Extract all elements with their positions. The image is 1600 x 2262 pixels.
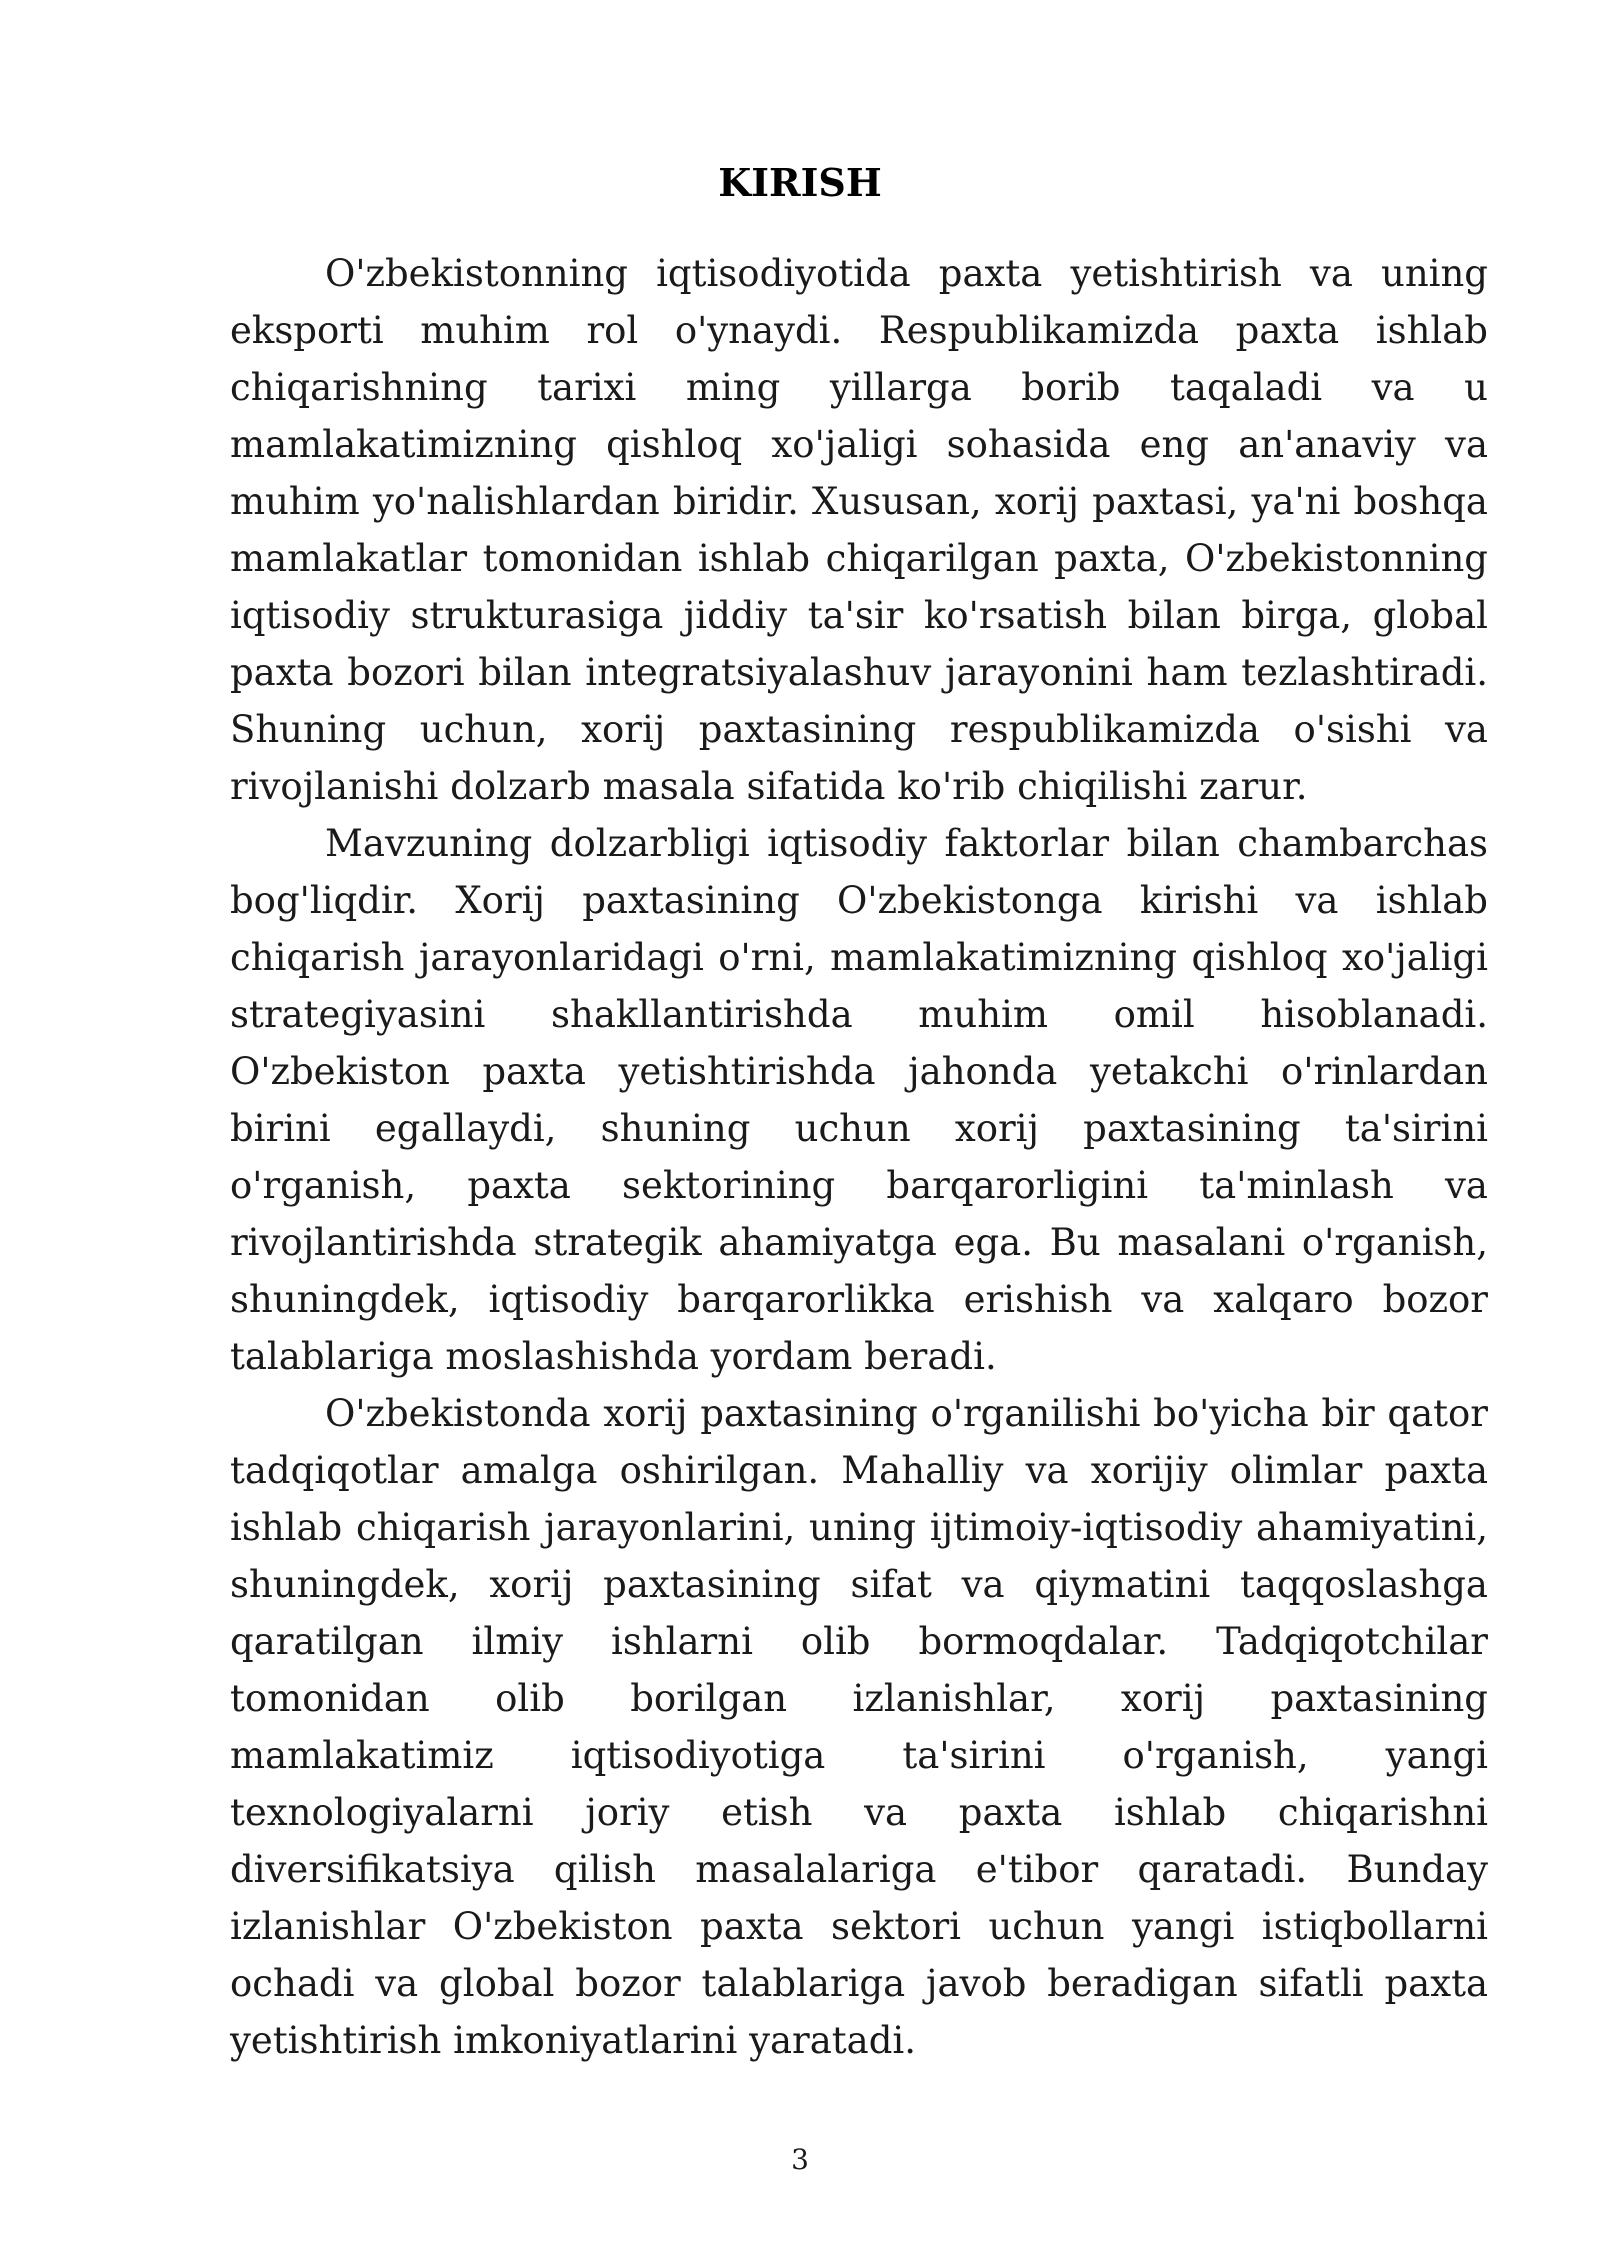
- body-text: [230, 245, 1488, 2069]
- paragraph-3: O'zbekistonda xorij paxtasining o'rganilishi bo'yicha bir qator tadqiqotlar amalga oshirilgan. Mahalliy va xorijiy olimlar paxta ishlab chiqarish jarayonlarini, uning ijtimoiy-iqtisodiy ahamiyatini, shuningdek, xorij paxtasining sifat va qiymatini taqqoslashga qaratilgan ilmiy ishlarni olib bormoqdalar. Tadqiqotchilar tomonidan olib borilgan izlanishlar, xorij paxtasining mamlakatimiz iqtisodiyotiga ta'sirini o'rganish, yangi texnologiyalarni joriy etish va paxta ishlab chiqarishni diversifikatsiya qilish masalalariga e'tibor qaratadi. Bunday izlanishlar O'zbekiston paxta sektori uchun yangi istiqbollarni ochadi va global bozor talablariga javob beradigan sifatli paxta yetishtirish imkoniyatlarini yaratadi.: [230, 1392, 1488, 2062]
- paragraph-2: Mavzuning dolzarbligi iqtisodiy faktorlar bilan chambarchas bog'liqdir. Xorij paxtasining O'zbekistonga kirishi va ishlab chiqarish jarayonlaridagi o'rni, mamlakatimizning qishloq xo'jaligi strategiyasini shakllantirishda muhim omil hisoblanadi. O'zbekiston paxta yetishtirishda jahonda yetakchi o'rinlardan birini egallaydi, shuning uchun xorij paxtasining ta'sirini o'rganish, paxta sektorining barqarorligini ta'minlash va rivojlantirishda strategik ahamiyatga ega. Bu masalani o'rganish, shuningdek, iqtisodiy barqarorlikka erishish va xalqaro bozor talablariga moslashishda yordam beradi.: [230, 822, 1488, 1378]
- page-title: KIRISH: [718, 160, 882, 205]
- paragraph-1: O'zbekistonning iqtisodiyotida paxta yetishtirish va uning eksporti muhim rol o'ynaydi. Respublikamizda paxta ishlab chiqarishning tarixi ming yillarga borib taqaladi va u mamlakatimizning qishloq xo'jaligi sohasida eng an'anaviy va muhim yo'nalishlardan biridir. Xususan, xorij paxtasi, ya'ni boshqa mamlakatlar tomonidan ishlab chiqarilgan paxta, O'zbekistonning iqtisodiy strukturasiga jiddiy ta'sir ko'rsatish bilan birga, global paxta bozori bilan integratsiyalashuv jarayonini ham tezlashtiradi. Shuning uchun, xorij paxtasining respublikamizda o'sishi va rivojlanishi dolzarb masala sifatida ko'rib chiqilishi zarur.: [230, 252, 1488, 808]
- page-number: 3: [791, 2143, 809, 2176]
